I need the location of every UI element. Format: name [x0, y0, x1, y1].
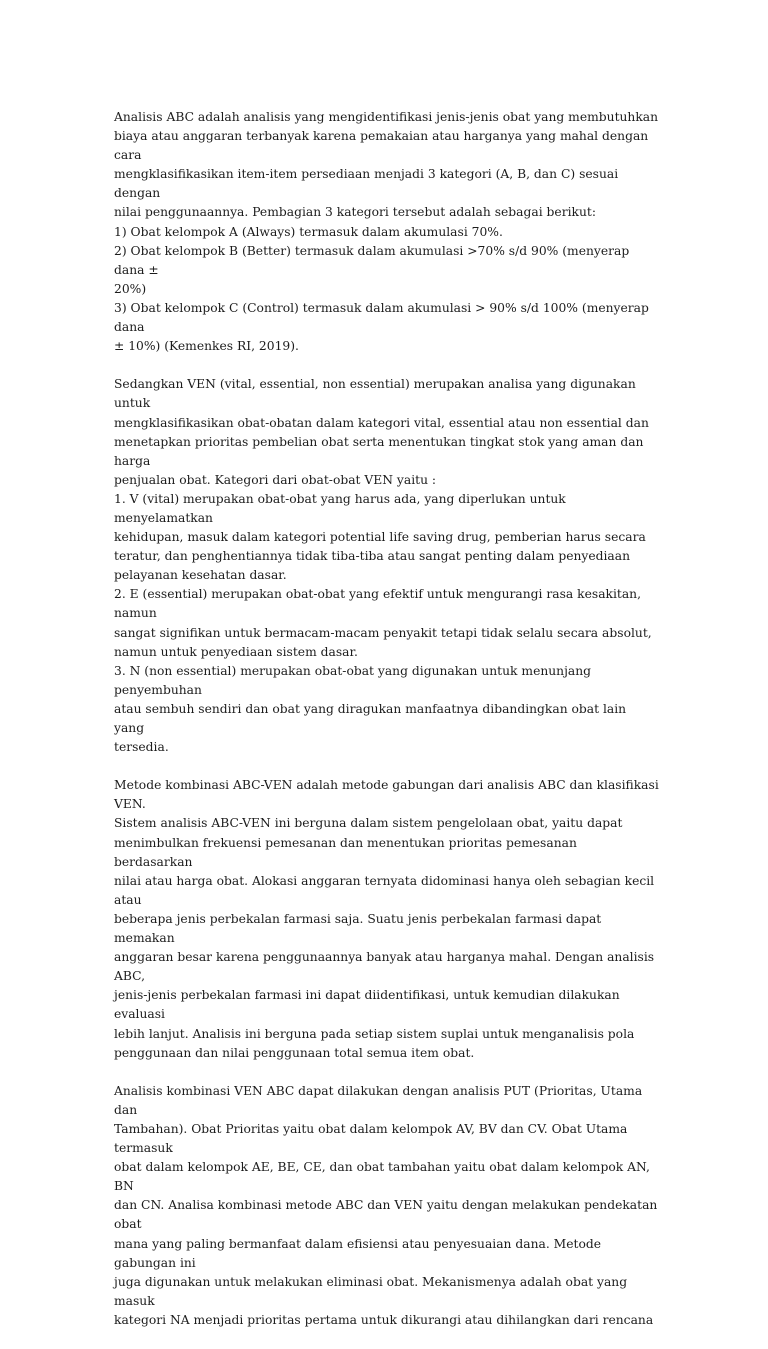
- text-line: dan CN. Analisa kombinasi metode ABC dan VEN yaitu dengan melakukan pendekatan obat: [114, 1198, 662, 1232]
- list-item-group-c: 3) Obat kelompok C (Control) termasuk dalam akumulasi > 90% s/d 100% (menyerap dana: [114, 300, 653, 335]
- text-line: nilai atau harga obat. Alokasi anggaran ternyata didominasi hanya oleh sebagian kecil atau: [114, 873, 659, 907]
- text-line: kategori NA menjadi prioritas pertama untuk dikurangi atau dihilangkan dari rencana: [114, 1312, 654, 1327]
- paragraph-abc-analysis: [114, 108, 659, 356]
- text-line: obat dalam kelompok AE, BE, CE, dan obat tambahan yaitu obat dalam kelompok AN, BN: [114, 1160, 654, 1194]
- text-line: atau sembuh sendiri dan obat yang diragukan manfaatnya dibandingkan obat lain yang: [114, 701, 631, 735]
- text-line: lebih lanjut. Analisis ini berguna pada setiap sistem suplai untuk menganalisis pola: [114, 1026, 635, 1041]
- text-line: menetapkan prioritas pembelian obat serta menentukan tingkat stok yang aman dan harga: [114, 434, 648, 468]
- text-line: nilai penggunaannya. Pembagian 3 kategori tersebut adalah sebagai berikut:: [114, 205, 596, 220]
- text-line: Sedangkan VEN (vital, essential, non essential) merupakan analisa yang digunakan untuk: [114, 377, 640, 411]
- text-line: Analisis ABC adalah analisis yang mengidentifikasi jenis-jenis obat yang membutuhkan: [114, 110, 659, 124]
- list-item-vital: 1. V (vital) merupakan obat-obat yang harus ada, yang diperlukan untuk menyelamatkan: [114, 491, 570, 525]
- list-item-non-essential: 3. N (non essential) merupakan obat-obat yang digunakan untuk menunjang penyembuhan: [114, 663, 595, 697]
- paragraph-ven-analysis: [114, 375, 659, 757]
- text-line: mana yang paling bermanfaat dalam efisiensi atau penyesuaian dana. Metode gabungan ini: [114, 1236, 605, 1270]
- document-page: [114, 108, 663, 1349]
- text-line: penggunaan dan nilai penggunaan total semua item obat.: [114, 1045, 475, 1060]
- text-line: pelayanan kesehatan dasar.: [114, 568, 287, 583]
- paragraph-abc-ven-method: [114, 776, 663, 1062]
- text-line: namun untuk penyediaan sistem dasar.: [114, 644, 358, 659]
- text-line: mengklasifikasikan item-item persediaan menjadi 3 kategori (A, B, dan C) sesuai dengan: [114, 167, 623, 201]
- text-line: teratur, dan penghentiannya tidak tiba-tiba atau sangat penting dalam penyediaan: [114, 549, 631, 564]
- text-line: mengklasifikasikan obat-obatan dalam kategori vital, essential atau non essential dan: [114, 415, 649, 430]
- text-line: kehidupan, masuk dalam kategori potential life saving drug, pemberian harus secara: [114, 530, 646, 545]
- text-line: Analisis kombinasi VEN ABC dapat dilakukan dengan analisis PUT (Prioritas, Utama dan: [114, 1083, 647, 1117]
- text-line: menimbulkan frekuensi pemesanan dan menentukan prioritas pemesanan berdasarkan: [114, 835, 581, 869]
- list-item-group-b: 2) Obat kelompok B (Better) termasuk dalam akumulasi >70% s/d 90% (menyerap dana ±: [114, 243, 634, 277]
- list-item-group-a: 1) Obat kelompok A (Always) termasuk dalam akumulasi 70%.: [114, 224, 503, 239]
- text-line: jenis-jenis perbekalan farmasi ini dapat diidentifikasi, untuk kemudian dilakukan evaluasi: [114, 988, 624, 1022]
- text-line: Sistem analisis ABC-VEN ini berguna dalam sistem pengelolaan obat, yaitu dapat: [114, 816, 623, 831]
- paragraph-ven-abc-combination: [114, 1082, 662, 1330]
- text-line: juga digunakan untuk melakukan eliminasi obat. Mekanismenya adalah obat yang masuk: [114, 1274, 631, 1308]
- text-line: 20%): [114, 281, 147, 296]
- text-line: Tambahan). Obat Prioritas yaitu obat dalam kelompok AV, BV dan CV. Obat Utama termasuk: [114, 1121, 632, 1156]
- text-line: Metode kombinasi ABC-VEN adalah metode gabungan dari analisis ABC dan klasifikasi VEN.: [114, 778, 663, 812]
- text-line: tersedia.: [114, 740, 169, 755]
- text-line: biaya atau anggaran terbanyak karena pemakaian atau harganya yang mahal dengan cara: [114, 129, 653, 163]
- text-line: ± 10%) (Kemenkes RI, 2019).: [114, 339, 299, 354]
- list-item-essential: 2. E (essential) merupakan obat-obat yang efektif untuk mengurangi rasa kesakitan, namun: [114, 587, 645, 621]
- text-line: penjualan obat. Kategori dari obat-obat VEN yaitu :: [114, 472, 437, 487]
- text-line: beberapa jenis perbekalan farmasi saja. Suatu jenis perbekalan farmasi dapat memakan: [114, 911, 606, 946]
- text-line: sangat signifikan untuk bermacam-macam penyakit tetapi tidak selalu secara absolut,: [114, 625, 652, 640]
- text-line: anggaran besar karena penggunaannya banyak atau harganya mahal. Dengan analisis ABC,: [114, 950, 659, 984]
